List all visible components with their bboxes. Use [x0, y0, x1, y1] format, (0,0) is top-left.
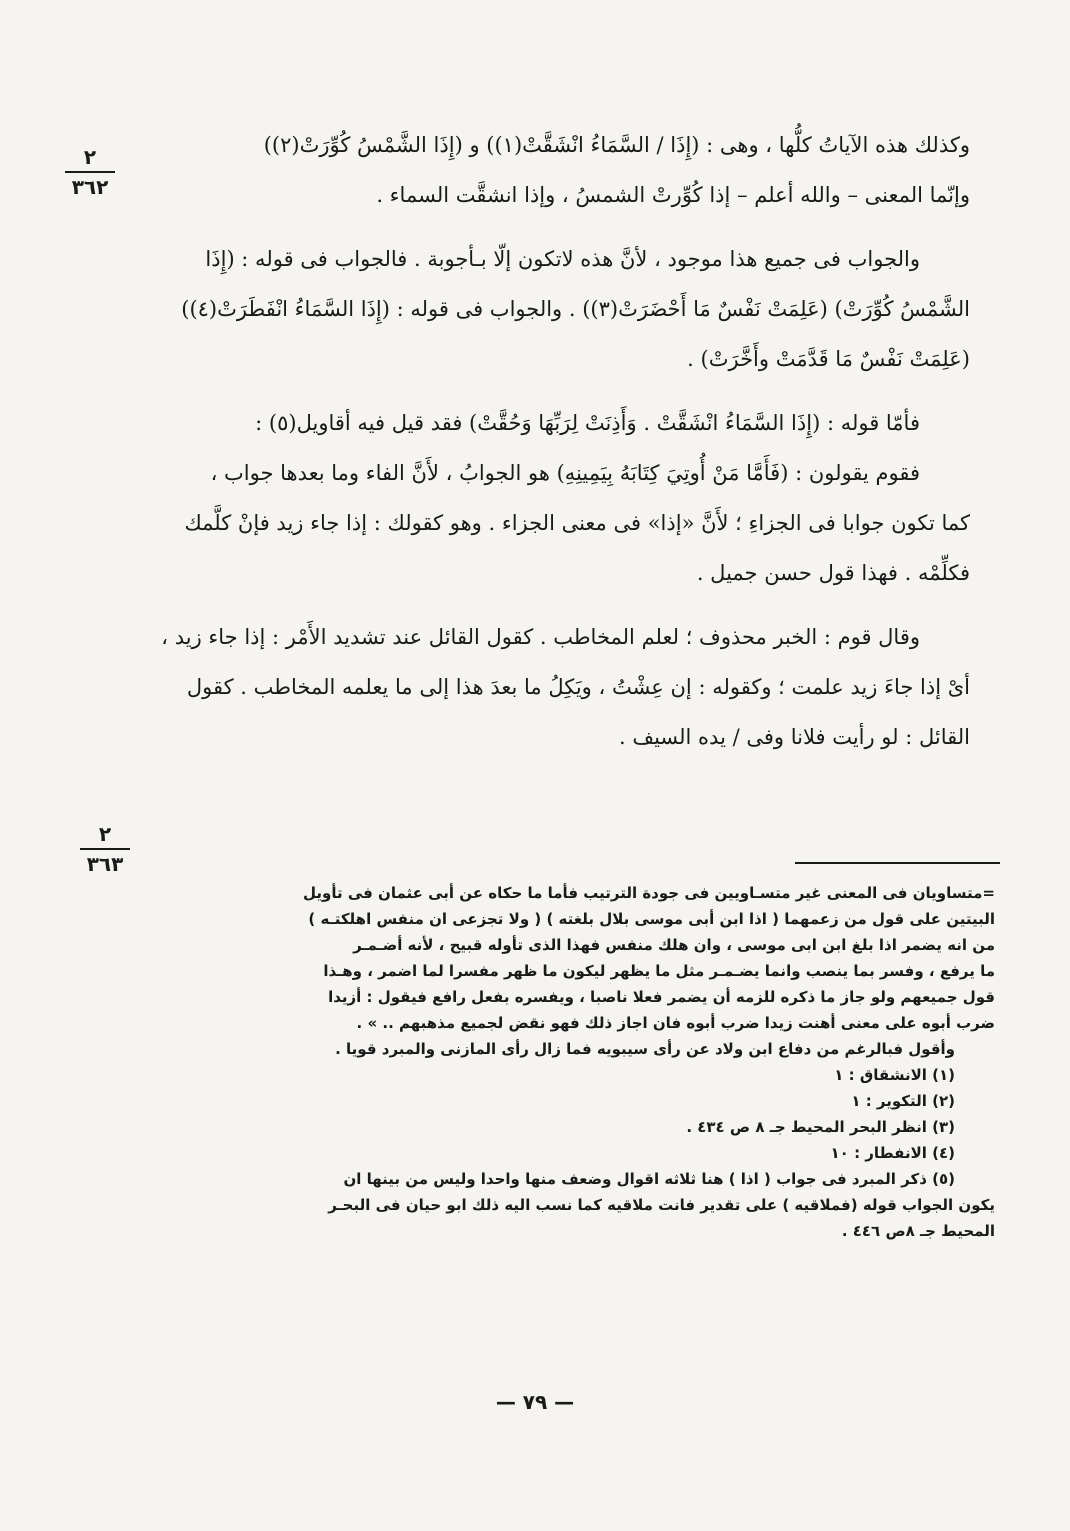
footnote-separator	[795, 862, 1000, 864]
footnote-line: يكون الجواب قوله (فملاقيه ) على تقدير فانت ملاقيه كما نسب اليه ذلك ابو حيان فى البحـر	[328, 1196, 995, 1214]
footnote-5: (٥) ذكر المبرد فى جواب ( اذا ) هنا ثلاثه اقوال وضعف منها واحدا وليس من بينها ان	[343, 1170, 955, 1188]
footnote-1: (١) الانشقاق : ١	[834, 1066, 955, 1084]
footnote-line: قول جميعهم ولو جاز ما ذكره للزمه أن يضمر فعلا ناصبا ، ويفسره بفعل رافع فيقول : أزيدا	[328, 988, 995, 1006]
footnote-2: (٢) التكوير : ١	[851, 1092, 955, 1110]
text-line: وقال قوم : الخبر محذوف ؛ لعلم المخاطب . كقول القائل عند تشديد الأَمْر : إذا جاء زيد ،	[161, 625, 920, 649]
text-line: فأمّا قوله : (إِذَا السَّمَاءُ انْشَقَّتْ . وَأَذِنَتْ لِرَبِّهَا وَحُقَّتْ) فقد قيل فيه أقاويل(٥) :	[255, 411, 920, 435]
footnote-3: (٣) انظر البحر المحيط جـ ٨ ص ٤٣٤ .	[686, 1118, 955, 1136]
text-line: القائل : لو رأيت فلانا وفى / يده السيف .	[618, 725, 970, 749]
margin-page-ref-1	[55, 145, 125, 199]
margin-ref-page: ٣٦٣	[86, 852, 124, 876]
main-text	[135, 120, 970, 762]
text-line: كما تكون جوابا فى الجزاءِ ؛ لأَنَّ «إذا» فى معنى الجزاء . وهو كقولك : إذا جاء زيد فإنْ كلَّمك	[184, 511, 970, 535]
margin-ref-rule	[80, 848, 130, 850]
footnote-4: (٤) الانفطار : ١٠	[830, 1144, 955, 1162]
page-number: — ٧٩ —	[495, 1390, 575, 1414]
footnotes	[150, 880, 995, 1244]
footnote-line: المحيط جـ ٨ص ٤٤٦ .	[841, 1222, 995, 1240]
margin-ref-rule	[65, 171, 115, 173]
margin-ref-page: ٣٦٢	[71, 175, 109, 199]
margin-ref-part: ٢	[83, 145, 97, 169]
footnote-line: من انه يضمر اذا بلغ ابن ابى موسى ، وان هلك منفس فهذا الذى تأوله قبيح ، لأنه أضـمـر	[353, 936, 995, 954]
text-line: وكذلك هذه الآياتُ كلُّها ، وهى : (إِذَا / السَّمَاءُ انْشَقَّتْ(١)) و (إِذَا الشَّمْسُ كُوِّرَتْ(٢))	[263, 133, 970, 157]
text-line: وإنّما المعنى – والله أعلم – إذا كُوِّرتْ الشمسُ ، وإذا انشقَّت السماء .	[376, 183, 970, 207]
text-line: الشَّمْسُ كُوِّرَتْ) (عَلِمَتْ نَفْسٌ مَا أَحْضَرَتْ(٣)) . والجواب فى قوله : (إِذَا السَّمَاءُ انْفَطَرَتْ(٤))	[181, 297, 970, 321]
text-line: فقوم يقولون : (فَأَمَّا مَنْ أُوتِيَ كِتَابَهُ بِيَمِينِهِ) هو الجوابُ ، لأَنَّ الفاء وما بعدها جواب ،	[210, 461, 920, 485]
footnote-line: وأقول فبالرغم من دفاع ابن ولاد عن رأى سيبويه فما زال رأى المازنى والمبرد قويا .	[335, 1040, 955, 1058]
text-line: والجواب فى جميع هذا موجود ، لأنَّ هذه لاتكون إلّا بـأجوبة . فالجواب فى قوله : (إِذَا	[205, 247, 920, 271]
footnote-line: =متساويان فى المعنى غير متسـاويين فى جودة الترتيب فأما ما حكاه عن أبى عثمان فى تأويل	[302, 884, 995, 902]
text-line: (عَلِمَتْ نَفْسٌ مَا قَدَّمَتْ وأَخَّرَتْ) .	[687, 347, 970, 371]
footnote-line: ضرب أبوه على معنى أهنت زيدا ضرب أبوه فان اجاز ذلك فهو نقض لجميع مذهبهم .. » .	[356, 1014, 995, 1032]
footnote-line: ما يرفع ، وفسر بما ينصب وانما يضـمـر مثل ما يظهر ليكون ما ظهر مفسرا لما اضمر ، وهـذا	[323, 962, 995, 980]
text-line: أىْ إذا جاءَ زيد علمت ؛ وكقوله : إن عِشْتُ ، ويَكِلُ ما بعدَ هذا إلى ما يعلمه المخاطب . كقول	[186, 675, 970, 699]
footnote-line: البيتين على قول من زعمهما ( اذا ابن أبى موسى بلال بلغته ) ( ولا تجزعى ان منفس اهلكتـه )	[308, 910, 995, 928]
margin-ref-part: ٢	[98, 822, 112, 846]
margin-page-ref-2	[70, 822, 140, 876]
text-line: فكلِّمْه . فهذا قول حسن جميل .	[696, 561, 970, 585]
